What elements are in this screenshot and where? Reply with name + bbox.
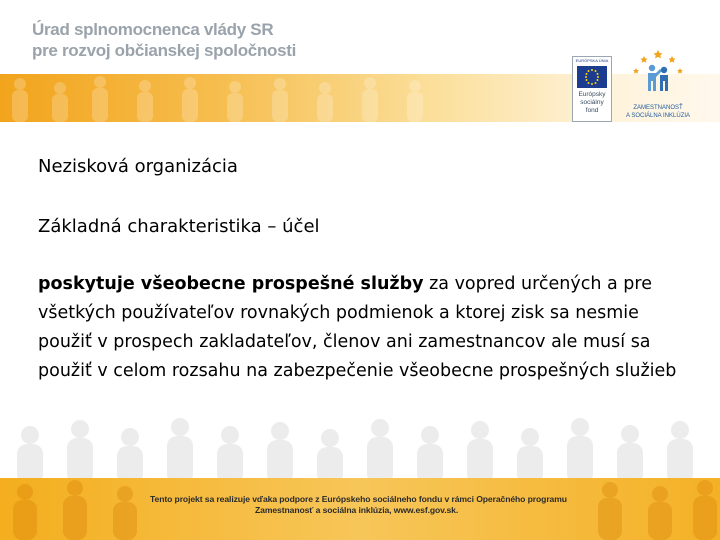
header-crowd-silhouettes (0, 74, 560, 122)
esf-logo-text (575, 91, 609, 115)
eu-flag-icon (577, 66, 607, 88)
slide-paragraph (38, 270, 693, 386)
esf-logo-eu-label: EURÓPSKA ÚNIA (575, 58, 609, 63)
zamestnanost-logo-text-line: A SOCIÁLNA INKLÚZIA (626, 113, 691, 119)
paragraph-rest: za vopred určených a pre všetkých používateľov rovnakých podmienok a ktorej zisk sa nesmie použiť v prospech zakladateľov, členov ani zamestnancov ale musí sa použiť v celom rozsahu na zabezpečenie všeobecne prospešných služieb (38, 274, 677, 381)
footer-band (0, 478, 720, 540)
footer-line-1: Tento projekt sa realizuje vďaka podpore z Európskeho sociálneho fondu v rámci Operačného programu (150, 494, 567, 504)
people-stars-icon (626, 48, 690, 104)
footer-funding-text (150, 494, 590, 516)
paragraph-bold-lead: poskytuje všeobecne prospešné služby (38, 274, 424, 294)
slide-heading: Nezisková organizácia (38, 156, 238, 177)
zamestnanost-logo-text-line: ZAMESTNANOSŤ (633, 105, 683, 111)
slide-subheading: Základná charakteristika – účel (38, 216, 320, 237)
faded-crowd-background (0, 405, 720, 480)
esf-logo-text-line: fond (585, 107, 599, 114)
esf-logo (572, 56, 612, 122)
office-title-line-2: pre rozvoj občianskej spoločnosti (32, 41, 297, 60)
header (0, 0, 720, 122)
esf-logo-text-line: Európsky (578, 91, 606, 98)
header-orange-band (0, 74, 720, 122)
zamestnanost-logo (626, 48, 690, 122)
zamestnanost-logo-text (626, 104, 690, 120)
footer-line-2: Zamestnanosť a sociálna inklúzia, www.esf.gov.sk. (255, 505, 459, 515)
office-title-line-1: Úrad splnomocnenca vlády SR (32, 20, 274, 39)
esf-logo-text-line: sociálny (580, 99, 604, 106)
